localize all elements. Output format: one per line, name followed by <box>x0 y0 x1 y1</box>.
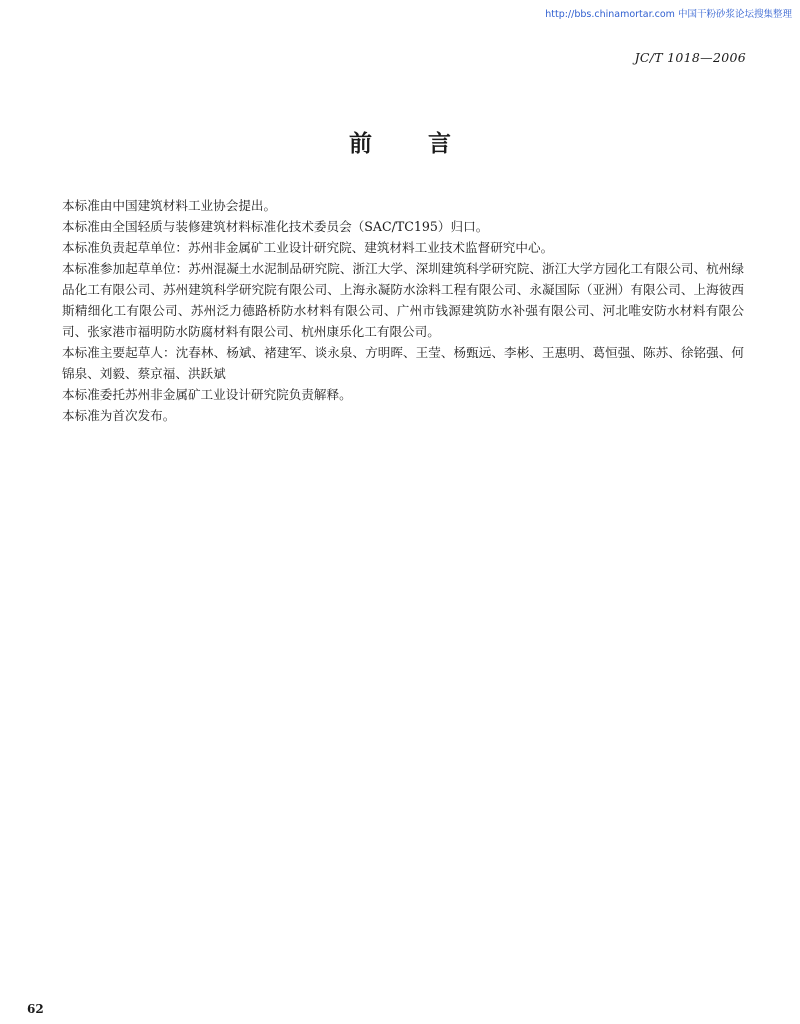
paragraph: 本标准负责起草单位：苏州非金属矿工业设计研究院、建筑材料工业技术监督研究中心。 <box>62 240 554 255</box>
paragraph: 本标准由中国建筑材料工业协会提出。 <box>62 198 277 213</box>
foreword-body <box>62 195 744 426</box>
paragraph: 本标准主要起草人：沈春林、杨斌、褚建军、谈永泉、方明晖、王莹、杨甄远、李彬、王惠明、葛恒强、陈苏、徐铭强、何锦泉、刘毅、蔡京福、洪跃斌 <box>62 345 744 381</box>
page-title: 前言 <box>349 131 507 157</box>
page-number: 62 <box>27 1002 44 1016</box>
paragraph: 本标准参加起草单位：苏州混凝土水泥制品研究院、浙江大学、深圳建筑科学研究院、浙江大学方园化工有限公司、杭州绿品化工有限公司、苏州建筑科学研究院有限公司、上海永凝防水涂料工程有限公司、永凝国际（亚洲）有限公司、上海彼西斯精细化工有限公司、苏州泛力德路桥防水材料有限公司、广州市钱源建筑防水补强有限公司、河北唯安防水材料有限公司、张家港市福明防水防腐材料有限公司、杭州康乐化工有限公司。 <box>62 261 744 339</box>
paragraph: 本标准为首次发布。 <box>62 408 176 423</box>
watermark-site-name: 中国干粉砂浆论坛搜集整理 <box>677 9 792 20</box>
watermark-url[interactable]: http://bbs.chinamortar.com <box>545 9 675 20</box>
paragraph: 本标准由全国轻质与装修建筑材料标准化技术委员会（SAC/TC195）归口。 <box>62 219 489 234</box>
standard-code: JC/T 1018—2006 <box>634 50 746 65</box>
paragraph: 本标准委托苏州非金属矿工业设计研究院负责解释。 <box>62 387 352 402</box>
watermark <box>545 6 792 20</box>
